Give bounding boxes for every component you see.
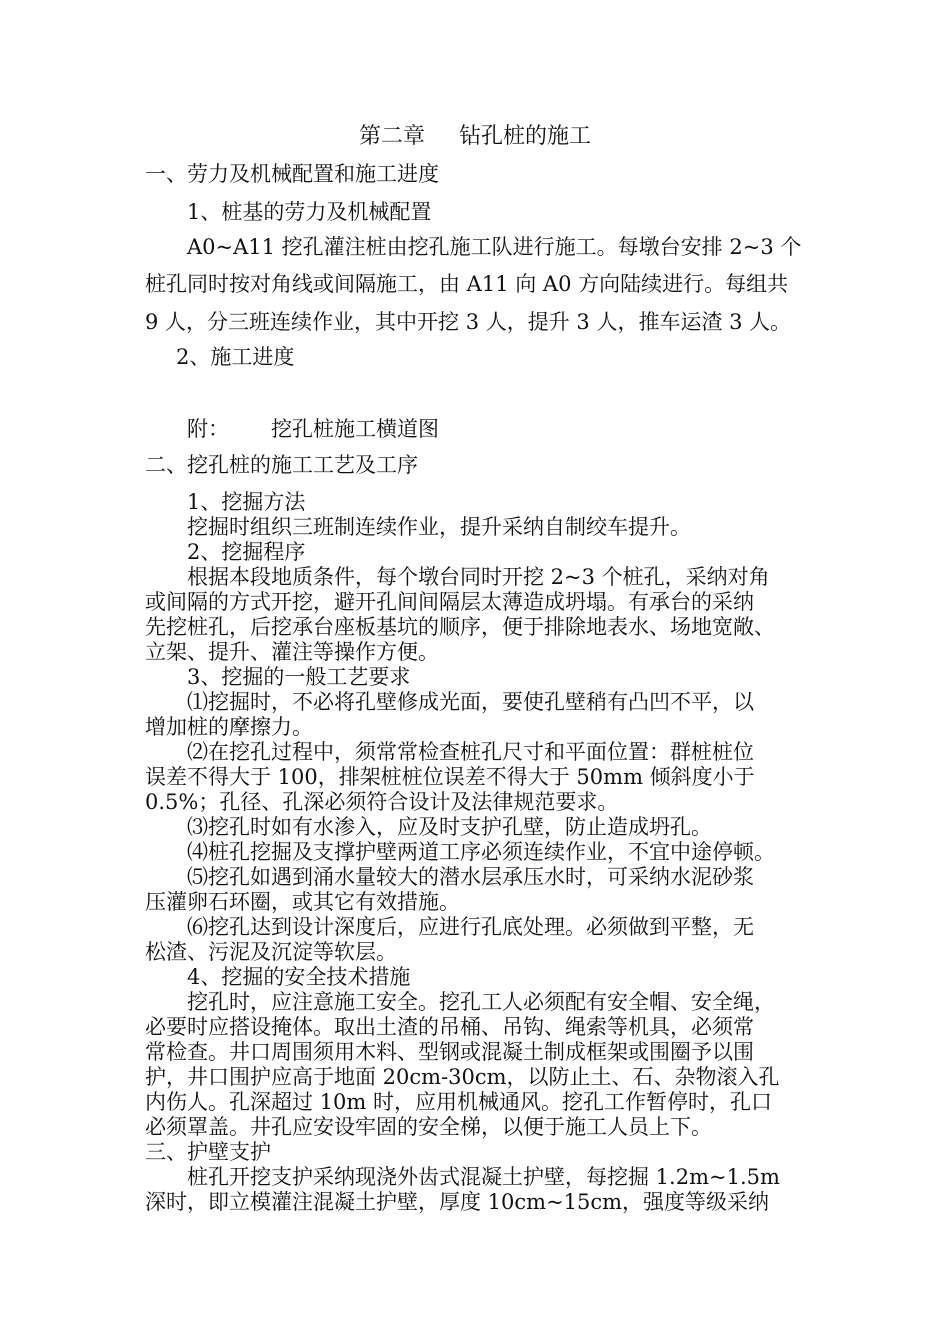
paragraph-line: 深时，即立模灌注混凝土护壁，厚度 10cm~15cm，强度等级采纳 (145, 1190, 770, 1214)
list-item: ⑹挖孔达到设计深度后，应进行孔底处理。必须做到平整，无 (187, 915, 754, 939)
chapter-number: 第二章 (358, 124, 425, 149)
appendix-title: 挖孔桩施工横道图 (271, 417, 439, 441)
paragraph-line: 内伤人。孔深超过 10m 时，应用机械通风。挖孔工作暂停时，孔口 (145, 1090, 772, 1114)
paragraph-line: 根据本段地质条件，每个墩台同时开挖 2~3 个桩孔，采纳对角 (187, 565, 770, 589)
paragraph-line: 护，井口围护应高于地面 20cm-30cm，以防止土、石、杂物滚入孔 (145, 1065, 780, 1089)
list-item: 压灌卵石环圈，或其它有效措施。 (145, 890, 460, 914)
paragraph-line: 桩孔开挖支护采纳现浇外齿式混凝土护壁，每挖掘 1.2m~1.5m (187, 1165, 780, 1189)
chapter-title (0, 124, 950, 150)
subheading-1-2: 2、施工进度 (176, 345, 295, 369)
list-item: ⑷桩孔挖掘及支撑护壁两道工序必须连续作业，不宜中途停顿。 (187, 840, 775, 864)
paragraph-line: 常检查。井口周围须用木料、型钢或混凝土制成框架或围圈予以围 (145, 1040, 754, 1064)
list-item: 松渣、污泥及沉淀等软层。 (145, 940, 397, 964)
subheading-1-1: 1、桩基的劳力及机械配置 (187, 200, 432, 224)
paragraph-line: 先挖桩孔，后挖承台座板基坑的顺序，便于排除地表水、场地宽敞、 (145, 615, 775, 639)
list-item: ⑸挖孔如遇到涌水量较大的潜水层承压水时，可采纳水泥砂浆 (187, 865, 754, 889)
section-heading-3: 三、护壁支护 (145, 1140, 271, 1164)
subheading-2-3: 3、挖掘的一般工艺要求 (187, 665, 411, 689)
paragraph-line: 桩孔同时按对角线或间隔施工，由 A11 向 A0 方向陆续进行。每组共 (145, 272, 789, 296)
list-item: ⑴挖掘时，不必将孔壁修成光面，要使孔壁稍有凸凹不平，以 (187, 690, 754, 714)
section-heading-2: 二、挖孔桩的施工工艺及工序 (145, 453, 418, 477)
appendix-label: 附： (187, 417, 229, 441)
paragraph-line: 挖掘时组织三班制连续作业，提升采纳自制绞车提升。 (187, 515, 691, 539)
subheading-2-1: 1、挖掘方法 (187, 490, 306, 514)
appendix-line (187, 412, 439, 446)
paragraph-line: 立架、提升、灌注等操作方便。 (145, 640, 439, 664)
paragraph-line: A0~A11 挖孔灌注桩由挖孔施工队进行施工。每墩台安排 2~3 个 (187, 235, 802, 259)
list-item: ⑶挖孔时如有水渗入，应及时支护孔壁，防止造成坍孔。 (187, 815, 712, 839)
section-heading-1: 一、劳力及机械配置和施工进度 (145, 162, 439, 186)
paragraph-line: 必要时应搭设掩体。取出土渣的吊桶、吊钩、绳索等机具，必须常 (145, 1015, 754, 1039)
list-item: 误差不得大于 100，排架桩桩位误差不得大于 50mm 倾斜度小于 (145, 765, 755, 789)
list-item: ⑵在挖孔过程中，须常常检查桩孔尺寸和平面位置：群桩桩位 (187, 740, 754, 764)
paragraph-line: 或间隔的方式开挖，避开孔间间隔层太薄造成坍塌。有承台的采纳 (145, 590, 754, 614)
list-item: 增加桩的摩擦力。 (145, 715, 313, 739)
chapter-name: 钻孔桩的施工 (459, 124, 592, 149)
subheading-2-4: 4、挖掘的安全技术措施 (187, 965, 411, 989)
paragraph-line: 9 人，分三班连续作业，其中开挖 3 人，提升 3 人，推车运渣 3 人。 (145, 310, 792, 334)
paragraph-line: 必须罩盖。井孔应安设牢固的安全梯，以便于施工人员上下。 (145, 1115, 712, 1139)
paragraph-line: 挖孔时，应注意施工安全。挖孔工人必须配有安全帽、安全绳， (187, 990, 775, 1014)
subheading-2-2: 2、挖掘程序 (187, 540, 306, 564)
list-item: 0.5%；孔径、孔深必须符合设计及法律规范要求。 (145, 790, 619, 814)
